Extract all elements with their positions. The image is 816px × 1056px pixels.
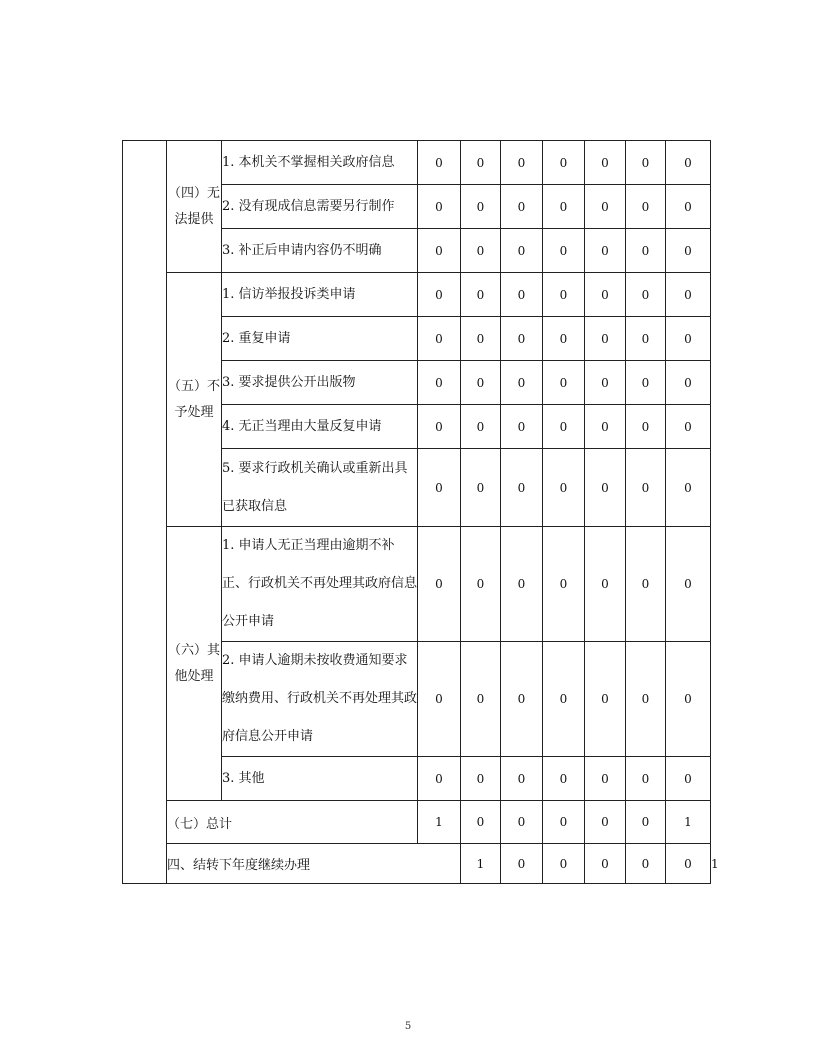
value-cell: 0 [543,141,585,185]
value-cell: 0 [666,405,711,449]
table-row [123,141,711,185]
value-cell: 0 [626,273,666,317]
value-cell: 0 [418,361,461,405]
value-cell: 0 [501,185,543,229]
value-cell: 0 [666,449,711,527]
value-cell: 0 [501,801,543,844]
value-cell: 0 [666,844,711,884]
value-cell: 0 [585,642,626,757]
value-cell: 0 [666,361,711,405]
item-cell: 3. 补正后申请内容仍不明确 [222,229,418,273]
value-cell: 0 [461,273,501,317]
category-cell: （五）不予处理 [167,273,222,527]
value-cell: 0 [418,185,461,229]
category-cell: （四）无法提供 [167,141,222,273]
value-cell: 0 [418,317,461,361]
value-cell: 0 [585,229,626,273]
value-cell: 0 [543,405,585,449]
value-cell: 0 [418,229,461,273]
value-cell: 0 [543,185,585,229]
value-cell: 0 [585,844,626,884]
value-cell: 0 [666,229,711,273]
value-cell: 0 [585,405,626,449]
table-row [123,527,711,642]
value-cell: 0 [626,141,666,185]
value-cell: 0 [501,405,543,449]
category-cell: （六）其他处理 [167,527,222,801]
value-cell: 1 [666,801,711,844]
value-cell: 0 [501,449,543,527]
value-cell: 0 [543,317,585,361]
item-cell: 4. 无正当理由大量反复申请 [222,405,418,449]
value-cell: 0 [543,273,585,317]
value-cell: 0 [666,317,711,361]
value-cell: 0 [543,449,585,527]
value-cell: 0 [585,757,626,801]
value-cell: 0 [418,405,461,449]
value-cell: 1 [461,844,501,884]
value-cell: 0 [418,527,461,642]
value-cell: 0 [501,642,543,757]
value-cell: 0 [585,141,626,185]
value-cell: 0 [501,141,543,185]
page-number: 5 [404,1021,412,1032]
value-cell: 0 [585,273,626,317]
item-cell: 3. 要求提供公开出版物 [222,361,418,405]
table-row-subtotal [123,801,711,844]
value-cell: 0 [666,642,711,757]
value-cell: 0 [501,273,543,317]
value-cell: 0 [666,273,711,317]
value-cell: 0 [543,844,585,884]
table-row-carryover: 四、结转下年度继续办理 1 0 0 0 0 0 1 [123,844,711,884]
value-cell: 0 [666,141,711,185]
value-cell: 0 [626,405,666,449]
value-cell: 0 [418,273,461,317]
item-cell: 5. 要求行政机关确认或重新出具已获取信息 [222,449,418,527]
value-cell: 0 [461,361,501,405]
value-cell: 0 [418,449,461,527]
outer-section-cell [123,141,167,884]
value-cell: 0 [418,141,461,185]
value-cell: 0 [461,317,501,361]
value-cell: 0 [501,757,543,801]
subtotal-label: （七）总计 [167,801,418,844]
value-cell: 0 [626,229,666,273]
value-cell: 0 [666,527,711,642]
value-cell: 0 [461,185,501,229]
value-cell: 0 [543,527,585,642]
value-cell: 0 [626,527,666,642]
value-cell: 0 [585,449,626,527]
item-cell: 1. 本机关不掌握相关政府信息 [222,141,418,185]
value-cell: 0 [418,757,461,801]
item-cell: 2. 申请人逾期未按收费通知要求缴纳费用、行政机关不再处理其政府信息公开申请 [222,642,418,757]
value-cell: 0 [543,642,585,757]
value-cell: 0 [461,229,501,273]
value-cell: 0 [543,801,585,844]
value-cell: 0 [461,757,501,801]
value-cell: 0 [501,361,543,405]
value-cell: 0 [585,527,626,642]
value-cell: 0 [543,229,585,273]
value-cell: 0 [461,449,501,527]
value-cell: 0 [626,757,666,801]
value-cell: 0 [418,642,461,757]
carryover-label: 四、结转下年度继续办理 [167,844,461,884]
value-cell: 0 [461,527,501,642]
value-cell: 0 [626,642,666,757]
table-row [123,273,711,317]
value-cell: 0 [501,229,543,273]
value-cell: 0 [461,141,501,185]
value-cell: 0 [585,801,626,844]
value-cell: 0 [626,317,666,361]
item-cell: 2. 没有现成信息需要另行制作 [222,185,418,229]
value-cell: 0 [461,801,501,844]
value-cell: 0 [461,642,501,757]
item-cell: 1. 申请人无正当理由逾期不补正、行政机关不再处理其政府信息公开申请 [222,527,418,642]
value-cell: 1 [418,801,461,844]
value-cell: 0 [626,449,666,527]
value-cell: 0 [666,757,711,801]
value-cell: 0 [501,317,543,361]
value-cell: 0 [626,801,666,844]
value-cell: 0 [585,317,626,361]
value-cell: 0 [543,361,585,405]
value-cell: 0 [543,757,585,801]
value-cell: 0 [461,405,501,449]
foia-stats-table [122,140,719,884]
value-cell: 0 [585,185,626,229]
value-cell: 0 [585,361,626,405]
item-cell: 3. 其他 [222,757,418,801]
value-cell: 0 [626,361,666,405]
item-cell: 1. 信访举报投诉类申请 [222,273,418,317]
item-cell: 2. 重复申请 [222,317,418,361]
value-cell: 0 [501,527,543,642]
value-cell: 0 [626,844,666,884]
value-cell: 0 [626,185,666,229]
value-cell: 0 [666,185,711,229]
value-cell: 0 [501,844,543,884]
